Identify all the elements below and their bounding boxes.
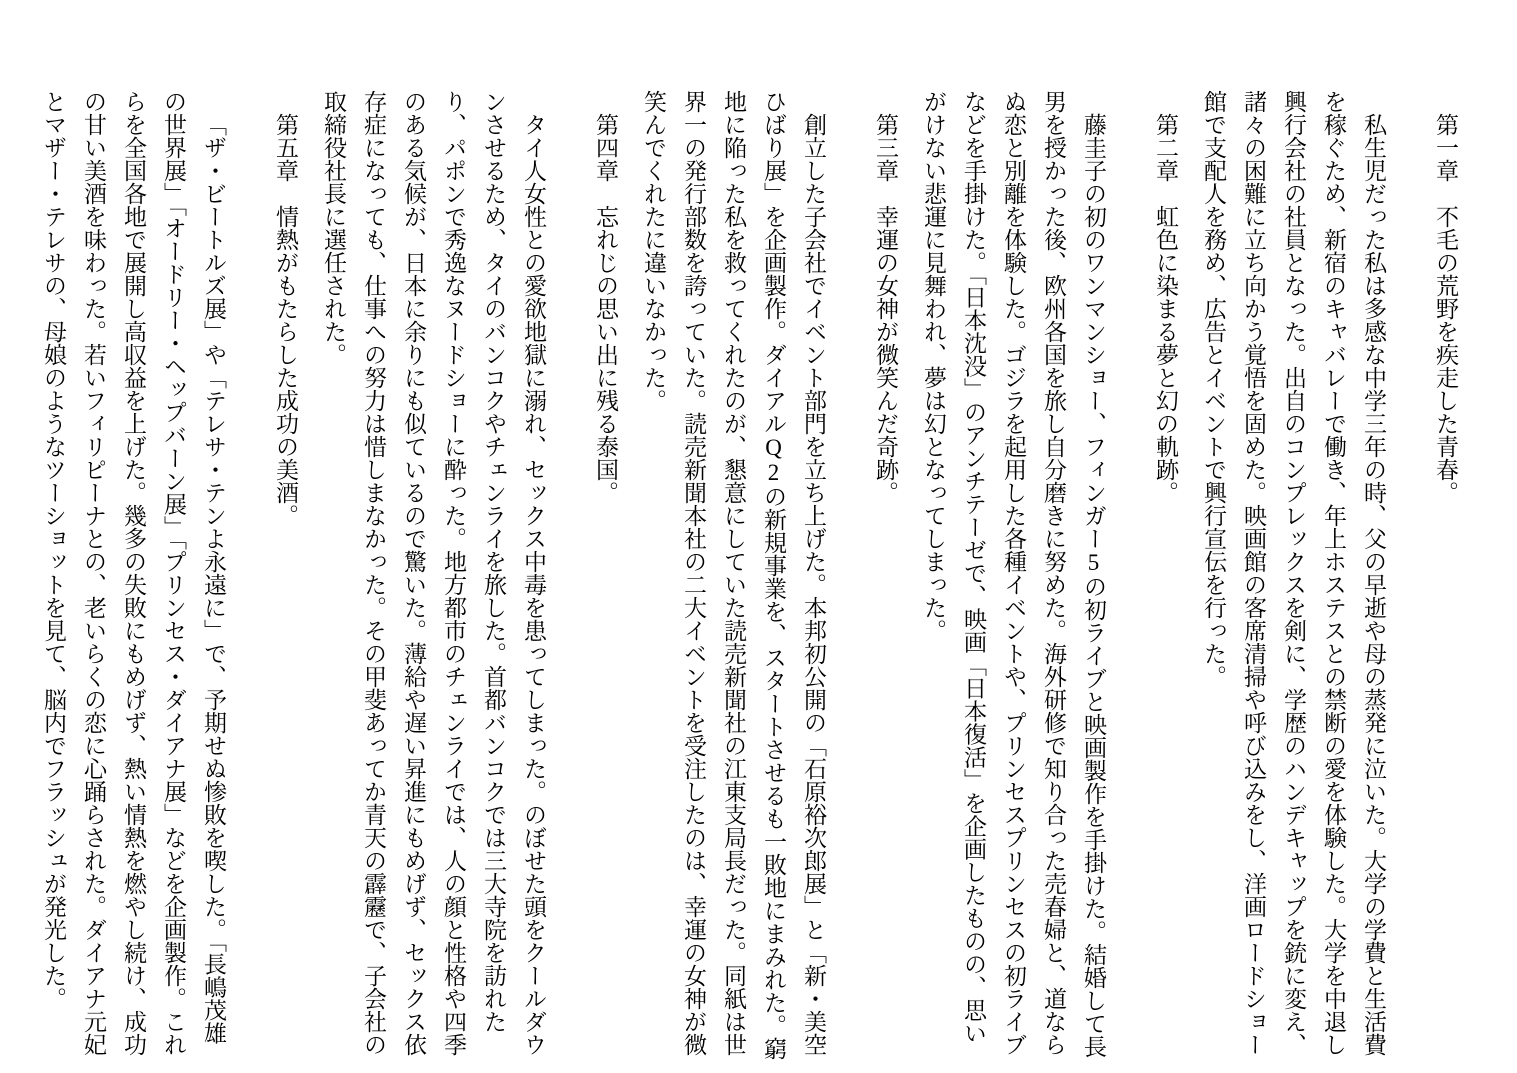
- chapter-2-summary: 藤圭子の初のワンマンショー、フィンガー5の初ライブと映画製作を手掛けた。結婚して長男を授かった後、欧州各国を旅し自分磨きに努めた。海外研修で知り合った売春婦と、道ならぬ恋と別離を体験した。ゴジラを起用した各種イベントや、プリンセスプリンセスの初ライブなどを手掛けた。「日本沈没」のアンチテーゼで、映画「日本復活」を企画したものの、思いがけない悲運に見舞われ、夢は幻となってしまった。: [921, 90, 1106, 1058]
- chapter-section-5: [33, 90, 305, 1063]
- chapter-3-title: 第三章 幸運の女神が微笑んだ奇跡。: [873, 113, 898, 504]
- chapter-1-summary: 私生児だった私は多感な中学三年の時、父の早逝や母の蒸発に泣いた。大学の学費と生活費を稼ぐため、新宿のキャバレーで働き、年上ホステスとの禁断の愛を体験した。大学を中退し興行会社の社員となった。出自のコンプレックスを剣に、学歴のハンデキャップを銃に変え、諸々の困難に立ち向かう覚悟を固めた。映画館の客席清掃や呼び込みをし、洋画ロードショー館で支配人を務め、広告とイベントで興行宣伝を行った。: [1201, 90, 1386, 1056]
- chapter-2-title: 第二章 虹色に染まる夢と幻の軌跡。: [1153, 113, 1178, 504]
- chapter-1-title: 第一章 不毛の荒野を疾走した青春。: [1433, 113, 1458, 504]
- chapter-5-summary: 「ザ・ビートルズ展」や「テレサ・テンよ永遠に」で、予期せぬ惨敗を喫した。「長嶋茂雄の世界展」「オードリー・ヘップバーン展」「プリンセス・ダイアナ展」などを企画製作。これらを全国各地で展開し高収益を上げた。幾多の失敗にもめげず、熱い情熱を燃やし続け、成功の甘い美酒を味わった。若いフィリピーナとの、老いらくの恋に心踊らされた。ダイアナ元妃とマザー・テレサの、母娘のようなツーショットを見て、脳内でフラッシュが発光した。: [41, 90, 226, 1056]
- chapter-4-summary: タイ人女性との愛欲地獄に溺れ、セックス中毒を患ってしまった。のぼせた頭をクールダウンさせるため、タイのバンコクやチェンライを旅した。首都バンコクでは三大寺院を訪れたり、パポンで秀逸なヌードショーに酔った。地方都市のチェンライでは、人の顔と性格や四季のある気候が、日本に余りにも似ているので驚いた。薄給や遅い昇進にもめげず、セックス依存症になっても、仕事への努力は惜しまなかった。その甲斐あってか青天の霹靂で、子会社の取締役社長に選任された。: [321, 90, 546, 1056]
- chapter-section-3: [633, 90, 905, 1063]
- chapter-section-2: [913, 90, 1185, 1063]
- chapter-4-title: 第四章 忘れじの思い出に残る泰国。: [593, 113, 618, 504]
- chapter-5-title: 第五章 情熱がもたらした成功の美酒。: [273, 113, 298, 527]
- chapter-3-summary: 創立した子会社でイベント部門を立ち上げた。本邦初公開の「石原裕次郎展」と「新・美空ひばり展」を企画製作。ダイアルQ2の新規事業を、スタートさせるも一敗地にまみれた。窮地に陥った私を救ってくれたのが、懇意にしていた読売新聞社の江東支局長だった。同紙は世界一の発行部数を誇っていた。読売新聞本社の二大イベントを受注したのは、幸運の女神が微笑んでくれたに違いなかった。: [641, 90, 826, 1060]
- chapter-section-4: [313, 90, 625, 1063]
- chapter-section-1: [1193, 90, 1465, 1063]
